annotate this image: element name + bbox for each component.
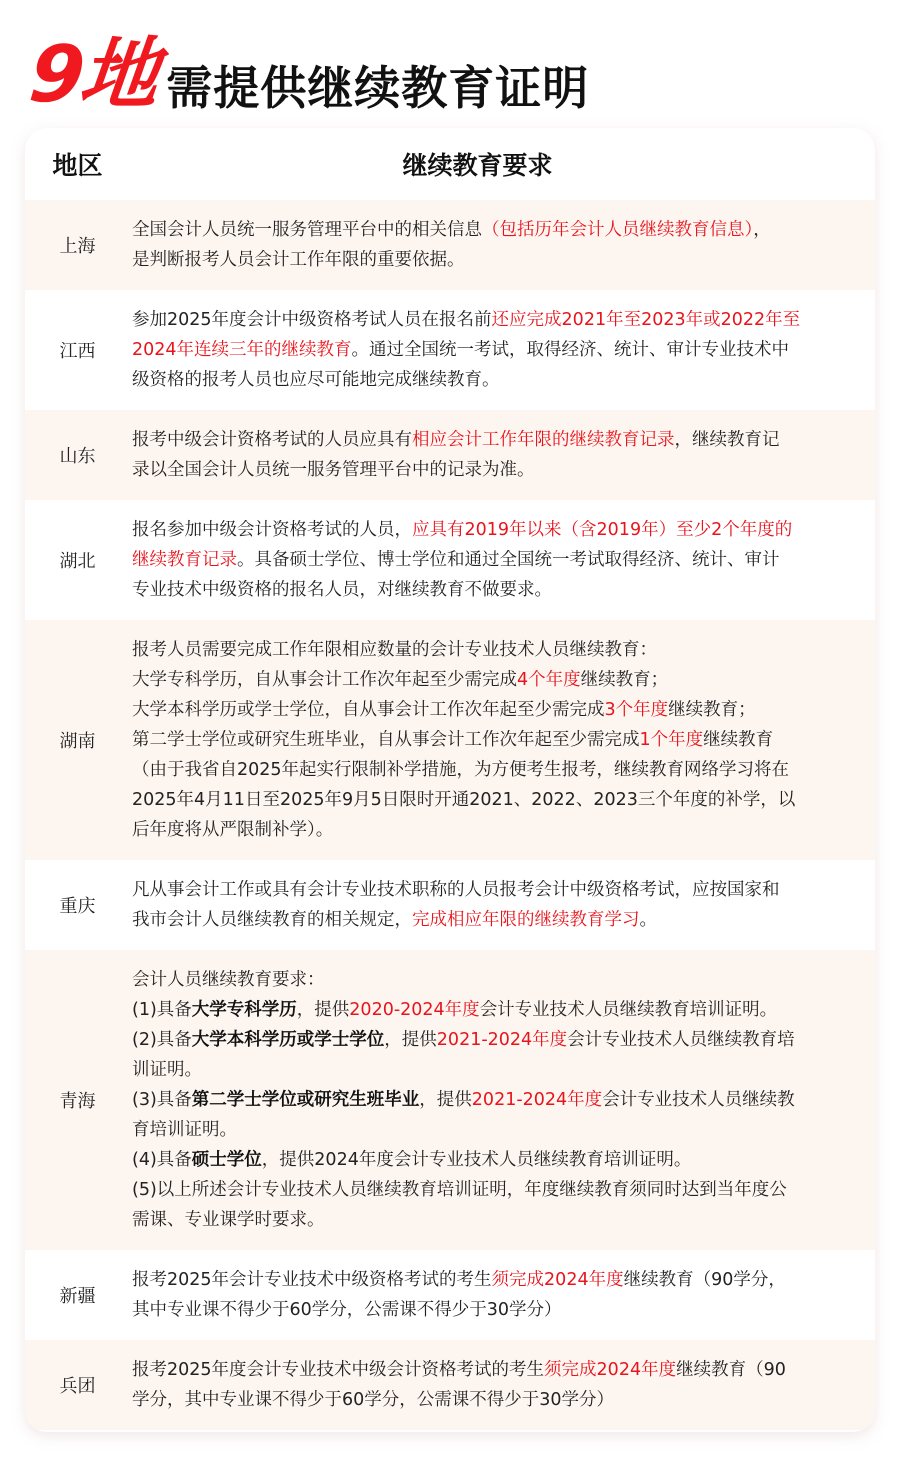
text-segment: ，提供 xyxy=(384,1030,437,1050)
bold-text: 大学专科学历 xyxy=(191,1000,297,1020)
highlight-text: 2021-2024年度 xyxy=(436,1030,568,1050)
requirement-text xyxy=(130,1355,875,1415)
region-name: 青海 xyxy=(59,1091,96,1112)
text-line xyxy=(132,455,875,485)
highlight-text: （包括历年会计人员继续教育信息） xyxy=(482,220,754,240)
text-segment: 录以全国会计人员统一服务管理平台中的记录为准。 xyxy=(132,460,535,480)
text-line xyxy=(132,1025,875,1055)
text-line xyxy=(132,1145,875,1175)
text-line xyxy=(132,665,875,695)
text-segment: ，提供 xyxy=(419,1090,472,1110)
highlight-text: 3个年度 xyxy=(604,700,669,720)
text-segment: (4)具备 xyxy=(132,1150,192,1170)
text-line xyxy=(132,815,875,845)
text-line xyxy=(132,215,875,245)
requirement-text xyxy=(130,875,875,935)
text-line xyxy=(132,335,875,365)
text-segment: (2)具备 xyxy=(132,1030,192,1050)
text-segment: 学分，其中专业课不得少于60学分，公需课不得少于30学分） xyxy=(132,1390,615,1410)
region-name: 兵团 xyxy=(59,1376,96,1397)
requirement-text xyxy=(130,515,875,605)
text-line xyxy=(132,875,875,905)
table-row xyxy=(25,290,875,410)
requirement-text xyxy=(130,965,875,1235)
text-segment: 继续教育（90学分， xyxy=(623,1270,786,1290)
table-row xyxy=(25,1250,875,1340)
bold-text: 大学本科学历或学士学位 xyxy=(191,1030,385,1050)
text-segment: （由于我省自2025年起实行限制补学措施，为方便考生报考，继续教育网络学习将在 xyxy=(132,760,790,780)
text-segment: 继续教育（90 xyxy=(676,1360,786,1380)
text-line xyxy=(132,545,875,575)
table-row xyxy=(25,410,875,500)
title-text: 需提供继续教育证明 xyxy=(166,61,590,115)
table-header xyxy=(25,128,875,200)
text-line xyxy=(132,1085,875,1115)
text-line xyxy=(132,245,875,275)
table-row xyxy=(25,1340,875,1430)
text-segment: ，提供2024年度会计专业技术人员继续教育培训证明。 xyxy=(261,1150,692,1170)
table-body xyxy=(25,200,875,1430)
highlight-text: 须完成2024年度 xyxy=(491,1270,624,1290)
highlight-text: 1个年度 xyxy=(639,730,704,750)
requirement-text xyxy=(130,1265,875,1325)
text-segment: (3)具备 xyxy=(132,1090,192,1110)
text-segment: 。通过全国统一考试，取得经济、统计、审计专业技术中 xyxy=(351,340,790,360)
region-name: 新疆 xyxy=(59,1286,96,1307)
text-segment: 报考中级会计资格考试的人员应具有 xyxy=(132,430,412,450)
text-line xyxy=(132,695,875,725)
highlight-text: 继续教育记录 xyxy=(132,550,237,570)
text-segment: ， xyxy=(753,220,771,240)
text-line xyxy=(132,1205,875,1235)
bold-text: 第二学士学位或研究生班毕业 xyxy=(191,1090,420,1110)
text-segment: 继续教育； xyxy=(580,670,669,690)
text-segment: 2025年4月11日至2025年9月5日限时开通2021、2022、2023三个年度的补学，以 xyxy=(132,790,796,810)
requirements-table xyxy=(25,128,875,1432)
text-segment: (5)以上所述会计专业技术人员继续教育培训证明，年度继续教育须同时达到当年度公 xyxy=(132,1180,787,1200)
text-segment: 。 xyxy=(639,910,657,930)
text-segment: (1)具备 xyxy=(132,1000,192,1020)
title-number: 9地 xyxy=(25,30,160,120)
text-line xyxy=(132,1355,875,1385)
highlight-text: 2021-2024年度 xyxy=(471,1090,603,1110)
text-segment: 是判断报考人员会计工作年限的重要依据。 xyxy=(132,250,465,270)
requirement-text xyxy=(130,635,875,845)
text-segment: ，提供 xyxy=(296,1000,350,1020)
region-name: 湖南 xyxy=(59,731,96,752)
table-row xyxy=(25,500,875,620)
text-segment: 报考2025年会计专业技术中级资格考试的考生 xyxy=(132,1270,492,1290)
text-segment: 。具备硕士学位、博士学位和通过全国统一考试取得经济、统计、审计 xyxy=(237,550,780,570)
header-requirement: 继续教育要求 xyxy=(402,151,553,180)
text-line xyxy=(132,785,875,815)
requirement-text xyxy=(130,425,875,485)
table-row xyxy=(25,950,875,1250)
text-segment: 会计专业技术人员继续教育培 xyxy=(567,1030,795,1050)
region-name: 重庆 xyxy=(59,896,96,917)
highlight-text: 完成相应年限的继续教育学习 xyxy=(412,910,640,930)
highlight-text: 还应完成2021年至2023年或2022年至 xyxy=(491,310,801,330)
text-line xyxy=(132,725,875,755)
text-segment: 第二学士学位或研究生班毕业，自从事会计工作次年起至少需完成 xyxy=(132,730,640,750)
text-line xyxy=(132,575,875,605)
text-segment: 继续教育； xyxy=(668,700,756,720)
region-name: 山东 xyxy=(59,446,96,467)
text-segment: 后年度将从严限制补学）。 xyxy=(132,820,334,840)
text-line xyxy=(132,1265,875,1295)
text-segment: 会计专业技术人员继续教育培训证明。 xyxy=(479,1000,778,1020)
region-name: 上海 xyxy=(59,236,96,257)
text-line xyxy=(132,995,875,1025)
text-segment: 大学本科学历或学士学位，自从事会计工作次年起至少需完成 xyxy=(132,700,605,720)
text-segment: 其中专业课不得少于60学分，公需课不得少于30学分） xyxy=(132,1300,562,1320)
text-line xyxy=(132,305,875,335)
text-segment: 需课、专业课学时要求。 xyxy=(132,1210,325,1230)
text-segment: ，继续教育记 xyxy=(674,430,780,450)
header-region: 地区 xyxy=(52,151,103,180)
text-line xyxy=(132,755,875,785)
table-row xyxy=(25,200,875,290)
table-row xyxy=(25,620,875,860)
page-title xyxy=(25,30,590,120)
text-segment: 会计专业技术人员继续教 xyxy=(602,1090,795,1110)
text-line xyxy=(132,365,875,395)
text-line xyxy=(132,425,875,455)
text-segment: 级资格的报考人员也应尽可能地完成继续教育。 xyxy=(132,370,500,390)
requirement-text xyxy=(130,215,875,275)
text-segment: 凡从事会计工作或具有会计专业技术职称的人员报考会计中级资格考试，应按国家和 xyxy=(132,880,780,900)
text-segment: 参加2025年度会计中级资格考试人员在报名前 xyxy=(132,310,492,330)
text-line xyxy=(132,1115,875,1145)
text-line xyxy=(132,1175,875,1205)
text-segment: 报考人员需要完成工作年限相应数量的会计专业技术人员继续教育： xyxy=(132,640,657,660)
text-segment: 训证明。 xyxy=(132,1060,202,1080)
highlight-text: 须完成2024年度 xyxy=(544,1360,677,1380)
highlight-text: 应具有2019年以来（含2019年）至少2个年度的 xyxy=(412,520,793,540)
text-segment: 会计人员继续教育要求： xyxy=(132,970,325,990)
text-segment: 大学专科学历，自从事会计工作次年起至少需完成 xyxy=(132,670,517,690)
text-segment: 全国会计人员统一服务管理平台中的相关信息 xyxy=(132,220,482,240)
text-line xyxy=(132,965,875,995)
text-segment: 报考2025年度会计专业技术中级会计资格考试的考生 xyxy=(132,1360,545,1380)
highlight-text: 相应会计工作年限的继续教育记录 xyxy=(412,430,675,450)
text-line xyxy=(132,1385,875,1415)
text-line xyxy=(132,515,875,545)
highlight-text: 2020-2024年度 xyxy=(349,1000,480,1020)
region-name: 江西 xyxy=(59,341,96,362)
text-segment: 专业技术中级资格的报名人员，对继续教育不做要求。 xyxy=(132,580,552,600)
text-segment: 报名参加中级会计资格考试的人员， xyxy=(132,520,412,540)
highlight-text: 2024年连续三年的继续教育 xyxy=(132,340,352,360)
requirement-text xyxy=(130,305,875,395)
text-line xyxy=(132,1055,875,1085)
table-row xyxy=(25,860,875,950)
bold-text: 硕士学位 xyxy=(191,1150,262,1170)
text-segment: 我市会计人员继续教育的相关规定， xyxy=(132,910,412,930)
region-name: 湖北 xyxy=(59,551,96,572)
text-line xyxy=(132,1295,875,1325)
highlight-text: 4个年度 xyxy=(517,670,581,690)
text-segment: 育培训证明。 xyxy=(132,1120,237,1140)
text-line xyxy=(132,905,875,935)
text-segment: 继续教育 xyxy=(703,730,774,750)
text-line xyxy=(132,635,875,665)
